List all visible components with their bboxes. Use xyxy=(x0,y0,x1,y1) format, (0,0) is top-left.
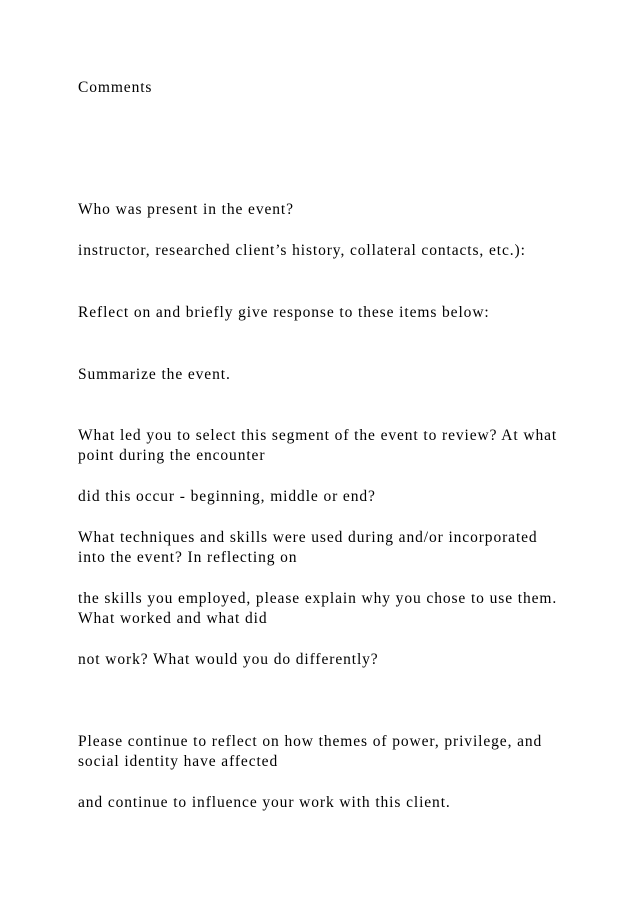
influence-line: and continue to influence your work with this client. xyxy=(78,794,451,811)
question-who-present: Who was present in the event? xyxy=(78,201,294,218)
comments-heading: Comments xyxy=(78,79,153,96)
occurrence-timing-question: did this occur - beginning, middle or end? xyxy=(78,488,376,505)
reflect-instruction: Reflect on and briefly give response to these items below: xyxy=(78,304,490,321)
techniques-question: What techniques and skills were used during and/or incorporated into the event? In reflecting on xyxy=(78,529,538,566)
summarize-prompt: Summarize the event. xyxy=(78,366,231,383)
power-privilege-prompt: Please continue to reflect on how themes of power, privilege, and social identity have affected xyxy=(78,733,543,770)
segment-selection-question: What led you to select this segment of the event to review? At what point during the encounter xyxy=(78,427,558,464)
differently-question: not work? What would you do differently? xyxy=(78,651,379,668)
instructor-line: instructor, researched client’s history, collateral contacts, etc.): xyxy=(78,242,526,259)
skills-explanation-question: the skills you employed, please explain why you chose to use them. What worked and what did xyxy=(78,590,558,627)
